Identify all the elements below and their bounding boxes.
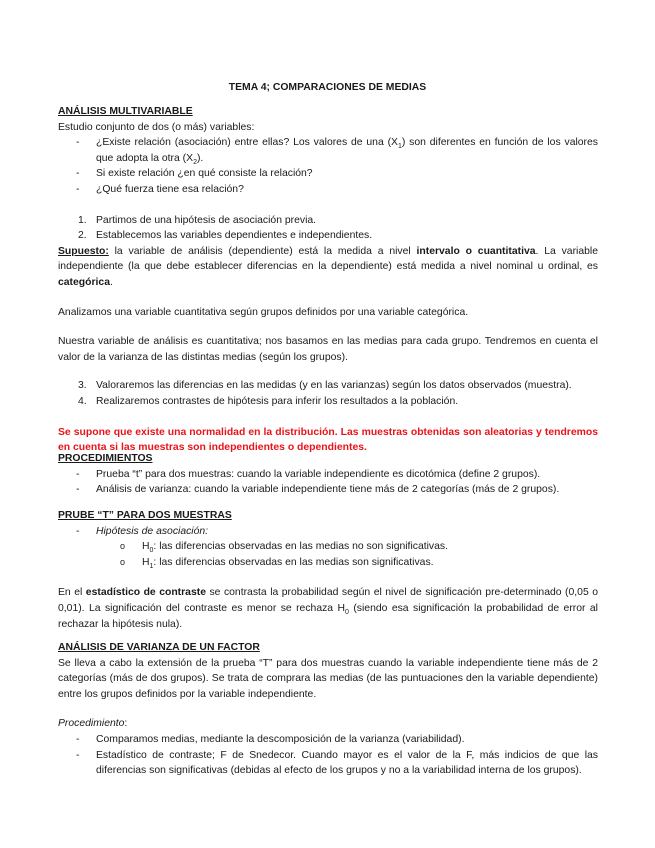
item-text: ).	[196, 152, 204, 164]
bullet-marker: -	[76, 733, 80, 745]
bullet-marker: -	[76, 468, 80, 480]
supuesto-paragraph	[58, 244, 598, 291]
item-text: Realizaremos contrastes de hipótesis para inferir los resultados a la población.	[96, 395, 459, 407]
bold-text: estadístico de contraste	[85, 587, 206, 599]
section-heading: PRUBE “T” PARA DOS MUESTRAS	[58, 510, 232, 521]
colon: :	[124, 718, 128, 730]
paragraph: Se lleva a cabo la extensión de la prueba “T” para dos muestras cuando la variable independiente tiene más de 2 categorías (más de dos grupos). Se trata de comprara las medias (de las puntuaciones den la variable dependiente) entre los grupos definidos por la variable independiente.	[58, 657, 598, 700]
list-item	[58, 166, 598, 182]
subscript: 2	[193, 158, 197, 166]
item-text: : las diferencias observadas en las medias son significativas.	[153, 556, 434, 568]
bullet-marker: -	[76, 484, 80, 496]
item-text: ) son diferentes en función de los valores que adopta la otra (X	[96, 137, 598, 164]
item-text: Partimos de una hipótesis de asociación previa.	[96, 214, 317, 226]
numbered-item	[58, 213, 598, 229]
list-item	[58, 732, 598, 748]
section-procedimientos	[58, 451, 598, 498]
hypothesis-symbol: H	[142, 541, 150, 553]
list-item	[58, 182, 598, 198]
item-text: ¿Qué fuerza tiene esa relación?	[96, 183, 244, 195]
list-item	[58, 524, 598, 540]
item-text: Estadístico de contraste; F de Snedecor. Cuando mayor es el valor de la F, más indicios de que las diferencias son significativas (debidas al efecto de los grupos y no a la variabilidad interna de los grupos).	[96, 749, 598, 777]
list-item	[58, 467, 598, 483]
bullet-marker: -	[76, 183, 80, 195]
paragraph-text: (siendo esa significación la probabilidad de error al rechazar la hipótesis nula).	[58, 602, 598, 630]
sub-list-item	[58, 555, 598, 571]
subscript: 0	[345, 609, 349, 617]
numbered-item	[58, 378, 598, 394]
bold-text: categórica	[58, 276, 110, 288]
item-text: Si existe relación ¿en qué consiste la relación?	[96, 168, 313, 180]
document-title: TEMA 4; COMPARACIONES DE MEDIAS	[228, 82, 427, 93]
bold-text: intervalo o cuantitativa	[416, 245, 536, 257]
bullet-marker: -	[76, 749, 80, 761]
list-item	[58, 748, 598, 779]
section-heading: ANÁLISIS DE VARIANZA DE UN FACTOR	[58, 642, 260, 653]
paragraph-text: En el	[58, 587, 86, 599]
item-text: Comparamos medias, mediante la descomposición de la varianza (variabilidad).	[96, 733, 465, 745]
list-item	[58, 135, 598, 166]
item-text: ¿Existe relación (asociación) entre ellas? Los valores de una (X	[96, 137, 398, 149]
intro-text: Estudio conjunto de dos (o más) variables:	[58, 121, 255, 133]
contraste-paragraph	[58, 585, 598, 632]
procedimiento-label-line	[58, 716, 598, 732]
subscript: 0	[149, 547, 154, 555]
list-item	[58, 482, 598, 498]
number-marker: 3.	[78, 380, 87, 392]
paragraph-text: . La variable independiente (la que debe establecer diferencias en la dependiente) está medida a nivel nominal u ordinal, es	[58, 245, 599, 273]
subscript: 1	[397, 143, 402, 151]
item-text: Valoraremos las diferencias en las medidas (y en las varianzas) según los datos observados (muestra).	[96, 380, 572, 392]
supuesto-label: Supuesto:	[58, 245, 109, 257]
number-marker: 2.	[78, 230, 87, 242]
subscript: 1	[149, 562, 154, 570]
numbered-item	[58, 394, 598, 410]
section-heading: PROCEDIMIENTOS	[58, 453, 153, 464]
bullet-marker: -	[76, 137, 80, 149]
hypothesis-symbol: H	[142, 556, 150, 568]
number-marker: 4.	[78, 395, 87, 407]
item-text: Prueba “t” para dos muestras: cuando la variable independiente es dicotómica (define 2 grupos).	[96, 468, 541, 480]
sub-list-item	[58, 539, 598, 555]
item-text: Análisis de varianza: cuando la variable independiente tiene más de 2 categorías (más de 2 grupos).	[96, 484, 560, 496]
circle-bullet-marker: o	[120, 556, 126, 567]
number-marker: 1.	[78, 214, 87, 226]
paragraph: Analizamos una variable cuantitativa según grupos definidos por una variable categórica.	[58, 306, 469, 318]
warning-paragraph: Se supone que existe una normalidad en la distribución. Las muestras obtenidas son aleatorias y tendremos en cuenta si las muestras son independientes o dependientes.	[58, 426, 598, 454]
bullet-marker: -	[76, 525, 80, 537]
paragraph-text: la variable de análisis (dependiente) está la medida a nivel	[108, 245, 417, 257]
paragraph: Nuestra variable de análisis es cuantitativa; nos basamos en las medias para cada grupo. Tendremos en cuenta el valor de la varianza de las distintas medias (según los grupos).	[58, 336, 598, 363]
section-analisis-multivariable	[58, 104, 598, 456]
bullet-marker: -	[76, 168, 80, 180]
section-heading: ANÁLISIS MULTIVARIABLE	[58, 106, 193, 117]
numbered-item	[58, 228, 598, 244]
section-anova	[58, 640, 598, 779]
item-text: Establecemos las variables dependientes e independientes.	[96, 230, 373, 242]
procedimiento-label: Procedimiento	[58, 718, 125, 730]
section-prueba-t	[58, 508, 598, 632]
paragraph-text: .	[109, 276, 113, 288]
circle-bullet-marker: o	[120, 541, 126, 552]
hipotesis-label: Hipótesis de asociación:	[96, 525, 209, 537]
item-text: : las diferencias observadas en las medias no son significativas.	[153, 541, 448, 553]
paragraph-text: se contrasta la probabilidad según el nivel de significación pre-determinado (0,05 o 0,01). La significación del contraste es menor se rechaza H	[58, 587, 598, 614]
